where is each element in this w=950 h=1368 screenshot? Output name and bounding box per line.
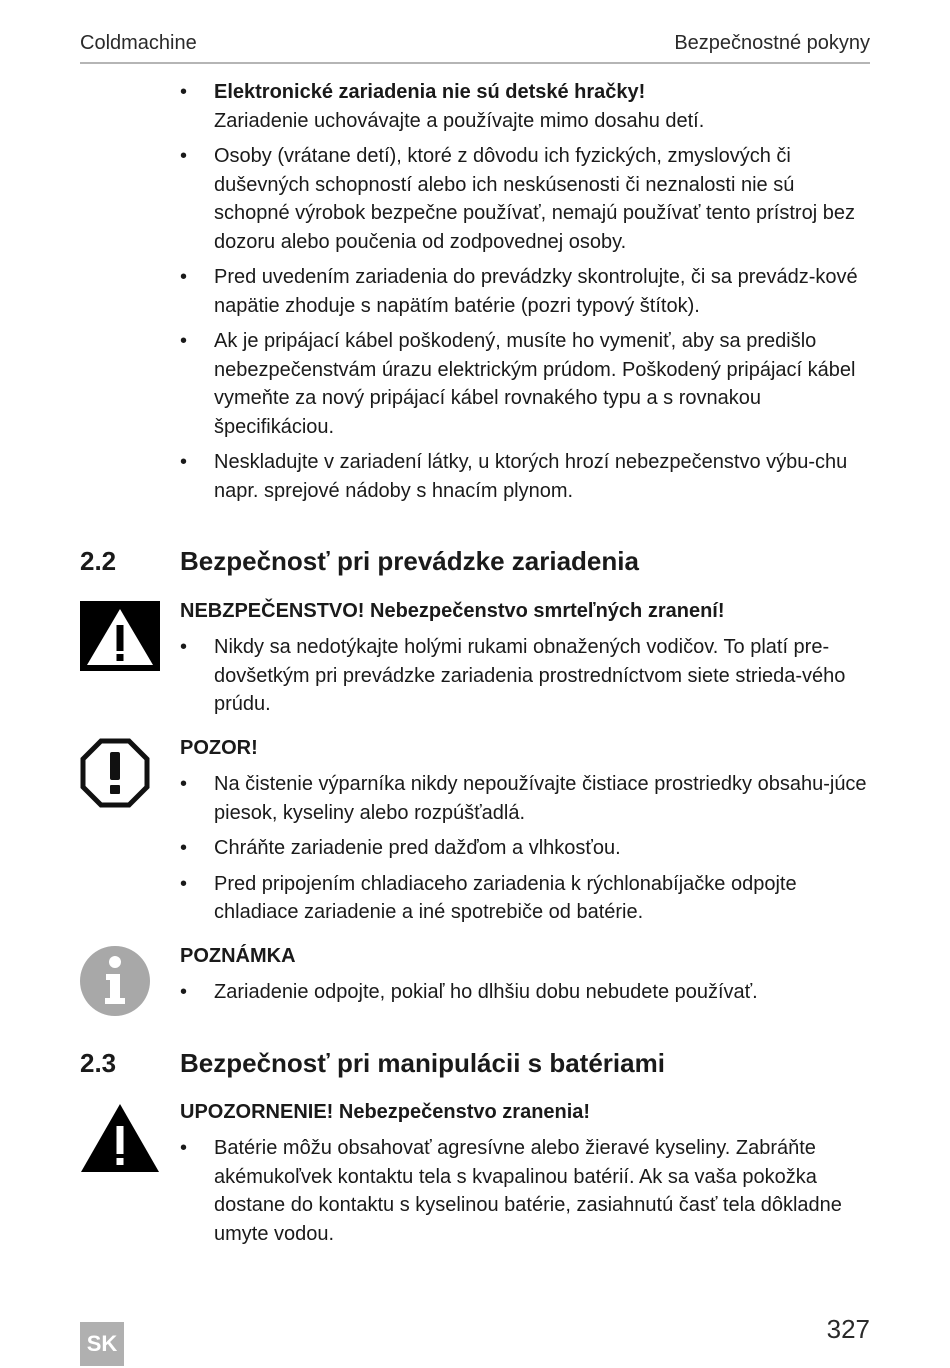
octagon-exclamation-icon xyxy=(80,738,150,813)
section-number: 2.3 xyxy=(80,1048,117,1078)
header-chapter-title: Bezpečnostné pokyny xyxy=(674,32,870,54)
danger-notice xyxy=(180,597,870,726)
bullet-text: Zariadenie uchovávajte a používajte mimo dosahu detí. xyxy=(214,109,705,132)
bullet-text: Chráňte zariadenie pred dažďom a vlhkosťou. xyxy=(214,837,621,859)
section-title: Bezpečnosť pri prevádzke zariadenia xyxy=(180,546,639,576)
header-product-name: Coldmachine xyxy=(80,32,197,54)
bullet-text: Nikdy sa nedotýkajte holými rukami obnažených vodičov. To platí pre-dovšetkým pri prevádzke zariadenia prostredníctvom siete strieda-vého prúdu. xyxy=(214,636,846,715)
bullet-mark: • xyxy=(180,837,188,859)
bullet-text: Na čistenie výparníka nikdy nepoužívajte čistiace prostriedky obsahu-júce piesok, kyseliny alebo rozpúšťadlá. xyxy=(214,773,867,824)
warning-triangle-icon xyxy=(80,1102,160,1179)
note-notice xyxy=(180,942,870,1014)
bullet-mark: • xyxy=(180,330,188,352)
bullet-mark: • xyxy=(180,872,188,895)
section-number: 2.2 xyxy=(80,546,117,576)
list-item xyxy=(180,978,870,1007)
bullet-mark: • xyxy=(180,773,188,795)
list-item xyxy=(180,834,870,863)
list-item xyxy=(180,870,870,927)
bullet-mark: • xyxy=(180,81,188,103)
page-header xyxy=(80,30,870,64)
info-circle-icon xyxy=(80,946,150,1021)
bullet-text: Pred uvedením zariadenia do prevádzky skontrolujte, či sa prevádz-kové napätie zhoduje s napätím batérie (pozri typový štítok). xyxy=(214,266,858,317)
list-item xyxy=(180,142,870,256)
caution-heading: POZOR! xyxy=(180,737,258,759)
bullet-text: Osoby (vrátane detí), ktoré z dôvodu ich fyzických, zmyslových či duševných schopností alebo ich neskúsenosti či neznalosti nie sú schopné výrobok bezpečne používať, nemajú používať tento prístroj bez dozoru alebo poučenia od zodpovednej osoby. xyxy=(214,145,855,253)
bullet-mark: • xyxy=(180,1137,188,1159)
bullet-mark: • xyxy=(180,451,188,473)
list-item xyxy=(180,263,870,320)
warning-triangle-filled-icon xyxy=(80,601,160,676)
bullet-text: Ak je pripájací kábel poškodený, musíte ho vymeniť, aby sa predišlo nebezpečenstvám úrazu elektrickým prúdom. Poškodený pripájací kábel vymeňte za nový pripájací kábel rovnakého typu a s rovnakou špecifikáciou. xyxy=(214,330,856,438)
list-item xyxy=(180,633,870,719)
bullet-text: Pred pripojením chladiaceho zariadenia k rýchlonabíjačke odpojte chladiace zariadenie a iné spotrebiče od batérie. xyxy=(214,872,797,923)
bullet-text: Neskladujte v zariadení látky, u ktorých hrozí nebezpečenstvo výbu-chu napr. sprejové nádoby s hnacím plynom. xyxy=(214,451,848,502)
bullet-mark: • xyxy=(180,145,188,167)
bullet-bold-lead: Elektronické zariadenia nie sú detské hračky! xyxy=(214,81,646,103)
list-item xyxy=(180,78,870,135)
bullet-mark: • xyxy=(180,981,188,1003)
bullet-text: Batérie môžu obsahovať agresívne alebo žieravé kyseliny. Zabráňte akémukoľvek kontaktu tela s kvapalinou batérií. Ak sa vaša pokožka dostane do kontaktu s kyselinou batérie, zasiahnutú časť tela dôkladne umyte vodou. xyxy=(214,1137,842,1245)
bullet-mark: • xyxy=(180,636,188,658)
note-heading: POZNÁMKA xyxy=(180,945,296,967)
list-item xyxy=(180,770,870,827)
bullet-text: Zariadenie odpojte, pokiaľ ho dlhšiu dobu nebudete používať. xyxy=(214,981,758,1003)
page-number: 327 xyxy=(826,1314,870,1344)
section-title: Bezpečnosť pri manipulácii s batériami xyxy=(180,1048,665,1078)
caution-notice xyxy=(180,734,870,934)
warning-notice xyxy=(180,1098,870,1255)
danger-heading: NEBZPEČENSTVO! Nebezpečenstvo smrteľných zranení! xyxy=(180,600,725,622)
warning-heading: UPOZORNENIE! Nebezpečenstvo zranenia! xyxy=(180,1101,591,1123)
list-item xyxy=(180,1134,870,1248)
list-item xyxy=(180,327,870,441)
language-tab: SK xyxy=(80,1322,124,1366)
intro-bullet-list xyxy=(180,78,870,512)
bullet-mark: • xyxy=(180,266,188,288)
list-item xyxy=(180,448,870,505)
